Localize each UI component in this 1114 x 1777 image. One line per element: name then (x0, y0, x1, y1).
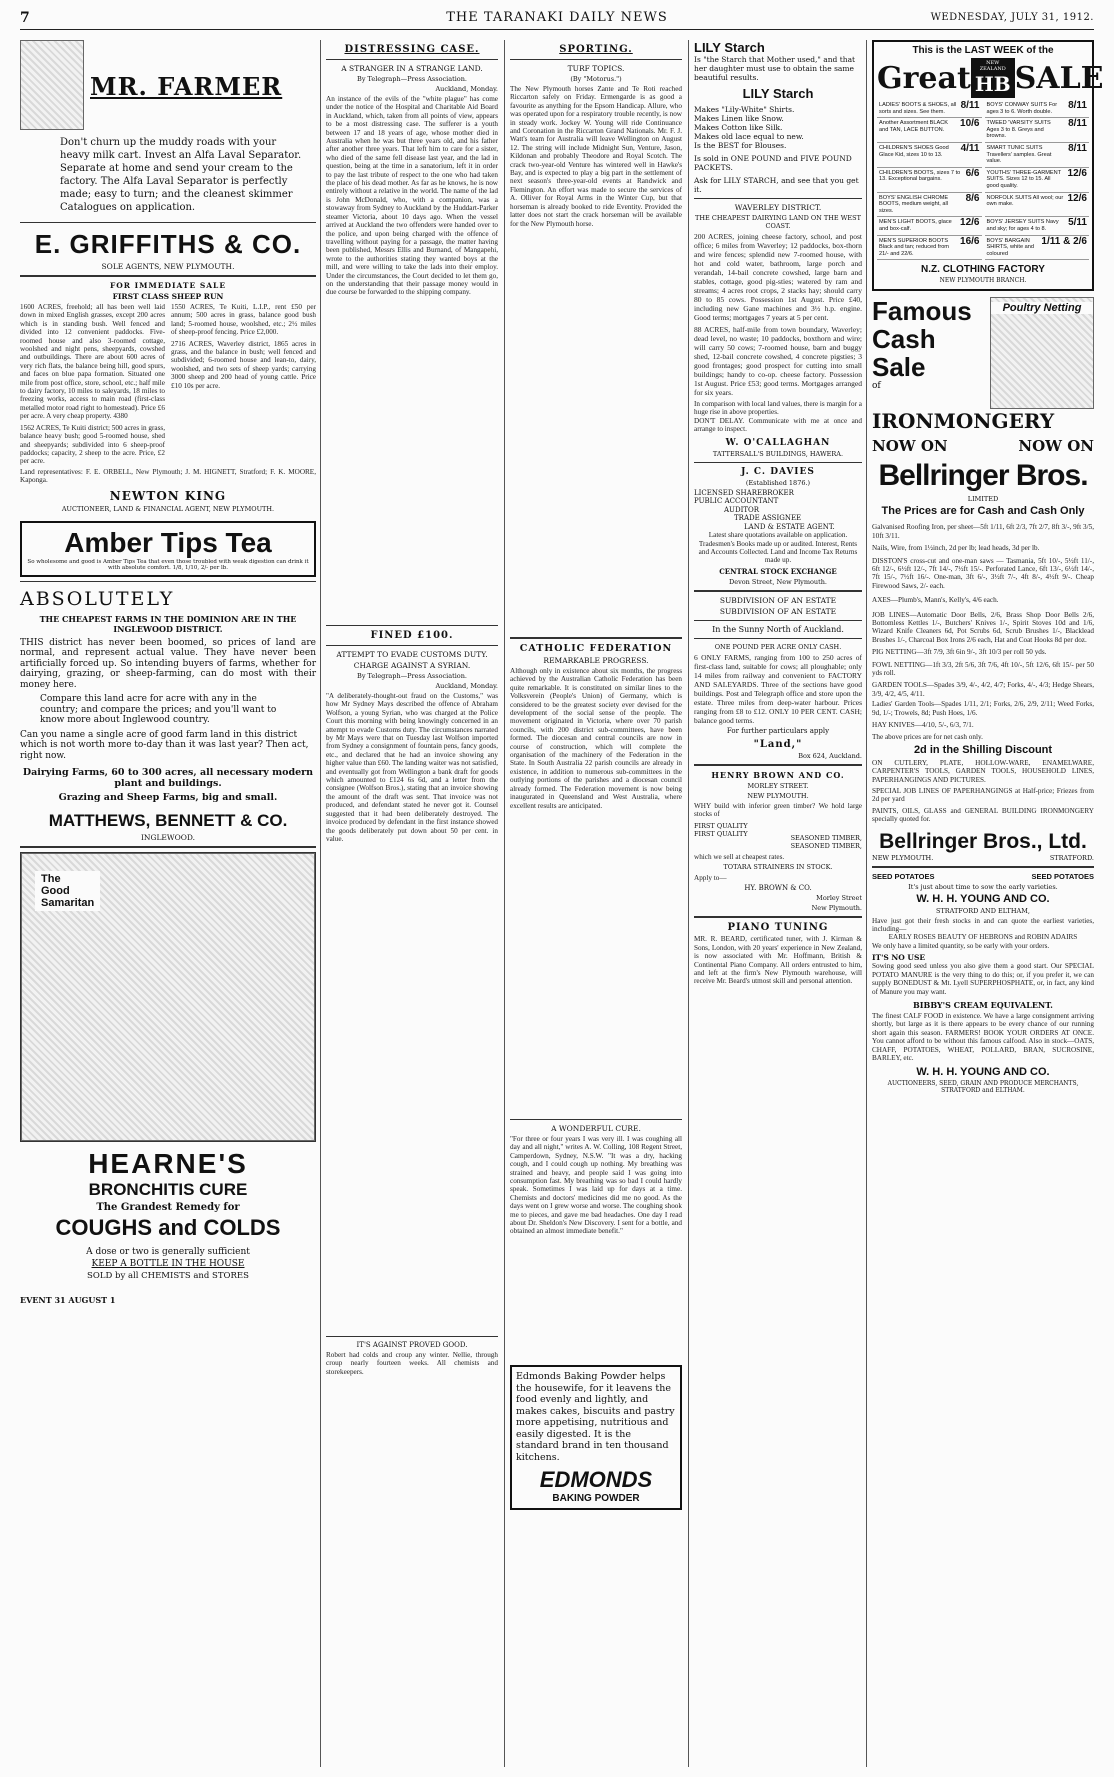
article-body: "For three or four years I was very ill. I was coughing all day and all night," writes A. W. Colling, 108 Regent Street, Camperdown, Sydney, N.S.W. "It was a dry, hacking cough, and I could cough up nothing. My breathing was strained and heavy, and people said I was going into consumption fast. My breathing was so bad I could hardly speak. Sometimes I was laid up for days at a time. Chemists and doctors' medicines did me no good. As the days went on I grew worse and worse. The coughing shook me to pieces, and gave me bad headaches. One day I read about Dr. Sheldon's New Discovery. I sent for a bottle, and obtained an almost immediate benefit." (510, 1135, 682, 1236)
cheapest-heading: THE CHEAPEST FARMS IN THE DOMINION ARE IN THE INGLEWOOD DISTRICT. (39, 613, 297, 634)
price-item-desc: LADIES' BOOTS & SHOES, all sorts and sizes. See them. (879, 102, 957, 115)
samaritan-ad (20, 852, 316, 1142)
suit-price-item (985, 236, 1090, 261)
price-value: 12/6 (960, 217, 980, 229)
last-week: This is the LAST WEEK of the (912, 45, 1054, 56)
ironmongery: IRONMONGERY (872, 409, 1055, 434)
price-value: 1/11 & 2/6 (1041, 235, 1087, 247)
prices-cash: The Prices are for Cash and Cash Only (881, 505, 1085, 518)
byline: By Telegraph—Press Association. (357, 672, 467, 680)
iron-line: HAY KNIVES—4/10, 5/-, 6/3, 7/1. (872, 721, 974, 729)
cheapest-text: THIS district has never been boomed, so prices of land are normal, and represent actual value. They have never been artificially forced up. So intending buyers of farms, whether for dairying, grazing, or sheep-farming, can do most with their money here. (20, 637, 316, 690)
price-item-desc: YOUTHS' THREE-GARMENT SUITS. Sizes 12 to 15. All good quality. (986, 169, 1062, 189)
sale-listing: 2716 ACRES, Waverley district, 1865 acres in grass, and the balance in bush; well fenced and subdivided; 6-roomed house and lean-to, dairy, woolshed, and two sets of sheep yards; carrying 3000 sheep and 200 head of young cattle. Price £10 10s per acre. (171, 339, 316, 390)
nz-label: NEW ZEALAND (979, 60, 1006, 72)
amber-tea-sub: So wholesome and good is Amber Tips Tea that even those troubled with weak digestion can drink it with absolute comfort. 1/8, 1/10, 2/- per lb. (27, 558, 309, 571)
location: STRATFORD. (1049, 853, 1094, 862)
column-3 (510, 40, 682, 1767)
bellringer-title: Bellringer Bros. (878, 459, 1088, 493)
land-note: DON'T DELAY. Communicate with me at once and arrange to inspect. (694, 416, 862, 434)
column-5 (872, 40, 1104, 1767)
its-no-text: Sowing good seed unless you also give them a good start. Our SPECIAL POTATO MANURE is the very thing to do this; or, if you prefer it, we can supply BONEDUST & Mt. Lyell SUPERPHOSPHATE, or, in fact, any kind of Manure you may want. (872, 962, 1094, 996)
matthews-name: MATTHEWS, BENNETT & CO. (48, 811, 288, 831)
price-row (877, 193, 1089, 218)
column-rule (320, 40, 321, 1767)
iron-line: The above prices are for net cash only. (872, 733, 983, 742)
column-2 (326, 40, 498, 1767)
limited: LIMITED (967, 495, 999, 504)
samaritan-the: The (41, 873, 61, 886)
iron-line: Galvanised Roofing Iron, per sheet—5ft 1/11, 6ft 2/3, 7ft 2/7, 8ft 3/-, 9ft 3/5, 10ft 3/11. (872, 523, 1094, 540)
bellringer-ltd: Bellringer Bros., Ltd. (879, 829, 1087, 853)
lily-starch-title: LILY Starch (742, 86, 814, 101)
location: NEW PLYMOUTH. (872, 853, 934, 862)
boot-price-item (877, 100, 982, 118)
price-item-desc: Another Assortment BLACK and TAN, LACE BUTTON. (879, 120, 949, 133)
paints-text: PAINTS, OILS, GLASS and GENERAL BUILDING IRONMONGERY specially quoted for. (872, 806, 1094, 824)
davies-line: PUBLIC ACCOUNTANT (694, 497, 779, 506)
davies-name: J. C. DAVIES (741, 466, 815, 477)
masthead (20, 10, 1094, 30)
lily-intro: Is "the Starch that Mother used," and that her daughter must use to obtain the same beautiful results. (694, 55, 856, 82)
bibby-text: The finest CALF FOOD in existence. We have a large consignment arriving shortly, but large as it is there appears to be every chance of our running short again this season. FARMERS! BOOK YOUR ORDERS AT ONCE. You cannot afford to be without this famous calfood. Also in stock—OATS, CHAFF, POTATOES, WHEAT, POLLARD, BRAN, SUCROSINE, BARLEY, etc. (872, 1011, 1094, 1062)
land-listing: 88 ACRES, half-mile from town boundary, Waverley; dead level, no waste; 10 paddocks, boxthorn and wire; will carry 50 cows; 7-roomed house, barn and buggy shed, 12-bail concrete cowshed, 4 concrete pigsties; 3 good frontages; good prospect for cutting into small buildings; handy to co-op. cheese factory. Possession 1st August. Price £53; good terms. Mortgages arranged for six years. (694, 325, 862, 397)
price-item-desc: BOYS' BARGAIN SHIRTS, white and coloured (986, 237, 1034, 257)
article-subheading: ATTEMPT TO EVADE CUSTOMS DUTY. (336, 650, 488, 659)
lily-starch-title: LILY Starch (694, 40, 765, 55)
column-rule (688, 40, 689, 1767)
inglewood: INGLEWOOD. (140, 833, 196, 843)
varieties: EARLY ROSES BEAUTY OF HEBRONS and ROBIN ADAIRS (888, 933, 1078, 942)
waverley-sub: THE CHEAPEST DAIRYING LAND ON THE WEST COAST. (695, 214, 861, 230)
price-item-desc: BOYS' CONWAY SUITS For ages 3 to 6. Worth double. (986, 102, 1058, 115)
dairying-text: Dairying Farms, 60 to 300 acres, all necessary modern plant and buildings. (22, 767, 314, 790)
samaritan-word: Samaritan (41, 897, 95, 910)
price-item-desc: MEN'S LIGHT BOOTS, glace and box-calf. (879, 219, 952, 232)
agents-note: Land representatives: F. E. ORBELL, New Plymouth; J. M. HIGNETT, Stratford; F. K. MOORE, Kaponga. (20, 467, 316, 485)
article-subheading: A WONDERFUL CURE. (551, 1124, 641, 1133)
box-number: Box 624, Auckland. (798, 751, 862, 760)
seed-potatoes: SEED POTATOES (1031, 871, 1094, 881)
subdivision-heading: SUBDIVISION OF AN ESTATE (719, 606, 837, 616)
column-4 (694, 40, 862, 1767)
iron-line: PIG NETTING—3ft 7/9, 3ft 6in 9/-, 3ft 10/3 per roll 50 yds. (872, 648, 1047, 657)
compare-text: Compare this land acre for acre with any in the country; and compare the prices; and you'll want to know more about Inglewood country. (40, 694, 277, 726)
farms-listing: 6 ONLY FARMS, ranging from 100 to 250 acres of first-class land, suitable for cows; all ploughable; only 14 miles from railway and convenient to FACTORY AND SALEYARDS. Three of the sections have good buildings. Post and Telegraph office and store upon the estate. Three miles from deep-water harbour. Prices ranging from £8 to £12. ONLY 10 PER CENT. CASH; balance good terms. (694, 652, 862, 725)
discount-title: 2d in the Shilling Discount (913, 743, 1053, 756)
nz-clothing: N.Z. CLOTHING FACTORY (921, 264, 1045, 276)
morley-street: Morley Street (816, 894, 862, 903)
seasoned-timber: SEASONED TIMBER, (790, 833, 862, 842)
price-row (877, 143, 1089, 168)
article-body: The New Plymouth horses Zante and Te Roti reached Riccarton safely on Friday. Ermengarde is as good a favourite as anything for the Epsom Handicap. Allure, who was operated upon for a respiratory trouble recently, is now in steady work. Jockey W. Young will ride Continuance and Coronation in the Riccarton Grand Nationals. Mr. F. J. Watt's team for Australia will leave Wellington on August 12. The string will include Midnight Sun, Venture, Jason, Kildonan and probably Theodore and Royal Scotch. The crack two-year-old Venture has wintered well in Hawke's Bay, and is expected to play a big part in the settlement of next season's three-year-old events at Randwick and Flemington. An effort was made to secure the services of A. Olliver for Royal Arms in the Winter Cup, but that horseman is already booked to ride Eventity. Provided the latter does not start the crack horseman will be available for the New Plymouth horse. (510, 85, 682, 228)
column-1 (20, 40, 316, 1767)
devon-street: Devon Street, New Plymouth. (729, 577, 827, 586)
sale-listing: 1600 ACRES, freehold; all has been well laid down in mixed English grasses, except 200 acres which is in standing bush. Well fenced and divided into 12 convenient paddocks. Five-roomed house and also 3-roomed cottage, woolshed and night pens, sheepyards, cowshed and outbuildings. There are about 600 acres of very rich flats, the balance being hill, good spurs, and faces on blue papa formation. Situated one mile from post office, store, school, etc.; half mile to dairy factory, 10 miles to saleyards, 18 miles to freezing works, access to main road (first-class metalled motor road right to homestead). Price £6 per acre. A very cheap property. 4380 (20, 303, 165, 421)
central-exchange: CENTRAL STOCK EXCHANGE (719, 566, 837, 576)
hb-letters: HB (974, 72, 1011, 96)
agent-address: TATTERSALL'S BUILDINGS, HAWERA. (712, 449, 844, 458)
page-footer: EVENT 31 AUGUST 1 (20, 1295, 116, 1306)
samaritan-good: Good (41, 885, 70, 898)
boot-price-item (877, 193, 982, 218)
of-word: of (872, 381, 881, 392)
young-sub: AUCTIONEERS, SEED, GRAIN AND PRODUCE MERCHANTS, STRATFORD and ELTHAM. (887, 1080, 1079, 1095)
suit-price-item (985, 168, 1090, 193)
sale-word-2: Sale (872, 352, 926, 383)
davies-line: TRADE ASSIGNEE (734, 514, 802, 523)
newspaper-title: THE TARANAKI DAILY NEWS (446, 10, 668, 25)
article-subheading: A STRANGER IN A STRANGE LAND. (341, 64, 483, 73)
its-no-use: IT'S NO USE (872, 953, 926, 963)
issue-date: WEDNESDAY, JULY 31, 1912. (930, 12, 1094, 23)
young-name: W. H. H. YOUNG AND CO. (916, 1066, 1050, 1079)
boot-price-item (877, 236, 982, 261)
price-item-desc: NORFOLK SUITS All wool; our own make. (986, 194, 1064, 208)
lily-line: Is the BEST for Blouses. (694, 141, 787, 150)
hearne-title: HEARNE'S (88, 1148, 248, 1180)
lily-line: Makes old lace equal to new. (694, 132, 804, 141)
column-rule (504, 40, 505, 1767)
stratford-eltham: STRATFORD AND ELTHAM, (936, 906, 1030, 915)
price-item-desc: TWEED 'VARSITY SUITS Ages 3 to 8. Greys and browns. (986, 120, 1051, 140)
new-plymouth: New Plymouth. (811, 904, 862, 913)
article-subheading: REMARKABLE PROGRESS. (543, 656, 649, 665)
poultry-netting-illustration (990, 297, 1094, 409)
farmer-text: Don't churn up the muddy roads with your heavy milk cart. Invest an Alfa Laval Separator. Separate at home and send your cream to the factory. The Alfa Laval Separator is perfectly made; easy to turn; and the cleanest skimmer Catalogues on application. (60, 137, 302, 213)
which-text: which we sell at cheapest rates. (694, 852, 785, 861)
waverley-heading: WAVERLEY DISTRICT. (734, 203, 822, 212)
paperhanging-text: SPECIAL JOB LINES OF PAPERHANGINGS at Half-price; Friezes from 2d per yard (872, 787, 1094, 804)
price-value: 12/6 (1067, 192, 1087, 204)
dateline: Auckland, Monday. (435, 682, 498, 690)
price-item-desc: BOYS' JERSEY SUITS Navy and sky; for ages 4 to 8. (986, 219, 1059, 232)
byline: By Telegraph—Press Association. (357, 75, 467, 83)
edmonds-logo-sub: BAKING POWDER (552, 1493, 640, 1504)
article-heading: DISTRESSING CASE. (344, 44, 480, 55)
price-item-desc: SMART TUNIC SUITS Travellers' samples. Great value. (986, 144, 1052, 165)
iron-line: Nails, Wire, from 1½inch, 2d per lb; lead heads, 3d per lb. (872, 544, 1040, 553)
sale-subheading: FIRST CLASS SHEEP RUN (112, 292, 224, 301)
iron-line: Ladies' Garden Tools—Spades 1/11, 2/1; Forks, 2/6, 2/9, 2/11; Weed Forks, 9d, 1/-; Trowels, 8d; Push Hoes, 1/6. (872, 700, 1094, 717)
davies-text: Latest share quotations available on application. Tradesmen's Books made up or audited. Interest, Rents and Accounts Collected. Land and Income Tax Returns made up. (698, 531, 858, 565)
price-value: 16/6 (960, 235, 980, 247)
lily-line: Makes Cotton like Silk. (694, 123, 783, 132)
article-body: "A deliberately-thought-out fraud on the Customs," was how Mr Sydney Mays described the offence of Abraham Wolfson, a young Syrian, who was charged at the Police Court this morning with being knowingly concerned in an attempt to evade Customs duty. The circumstances narrated by Mr Mays were that on Tuesday last Wolfson imported from Sydney a consignment of fountain pens, fancy goods, etc., and declared that he had an invoice showing any higher value than £60. The landing waiter was not satisfied, and eventually got from Wellington a bank draft for goods which amounted to £124 6s 6d, and a letter from the consignee (Wolfson Bros.), stating that an invoice showing the amount of the draft was sent. That invoice was not produced, and defendant stated he never got it. Counsel suggested that it had been deliberately destroyed. The invoice produced by defendant in the first instance showed the goods deliberately put down about 50 per cent. in value. (326, 692, 498, 843)
keep-bottle: KEEP A BOTTLE IN THE HOUSE (91, 1259, 245, 1270)
price-row (877, 236, 1089, 261)
price-value: 6/6 (965, 167, 980, 179)
boot-price-item (877, 217, 982, 235)
lily-ask: Ask for LILY STARCH, and see that you get it. (694, 176, 859, 194)
price-value: 4/11 (960, 142, 980, 154)
land-note: In comparison with local land values, there is margin for a huge rise in above properties. (694, 400, 862, 417)
price-value: 8/11 (1068, 142, 1087, 154)
dose-text: A dose or two is generally sufficient (86, 1247, 250, 1258)
boot-price-item (877, 143, 982, 168)
seed-text: It's just about time to sow the early varieties. (908, 882, 1058, 891)
sold-by: SOLD by all CHEMISTS and STORES (87, 1271, 249, 1282)
limited-quantity: We only have a limited quantity, so be early with your orders. (872, 941, 1050, 950)
price-value: 8/11 (1068, 100, 1087, 111)
lily-line: Makes Linen like Snow. (694, 114, 784, 123)
griffiths-name: E. GRIFFITHS & CO. (34, 229, 302, 259)
why-text: WHY build with inferior green timber? We hold large stocks of (694, 801, 862, 819)
griffiths-sub: SOLE AGENTS, NEW PLYMOUTH. (101, 262, 235, 271)
price-value: 8/11 (960, 100, 980, 111)
grazing-text: Grazing and Sheep Farms, big and small. (58, 792, 278, 804)
suit-price-item (985, 217, 1090, 235)
price-value: 10/6 (960, 118, 980, 130)
grandest-remedy: The Grandest Remedy for (96, 1202, 240, 1214)
separator-illustration (20, 40, 84, 130)
cash-word: Cash (872, 324, 936, 355)
branch: NEW PLYMOUTH BRANCH. (939, 277, 1027, 285)
new-plymouth: NEW PLYMOUTH. (747, 791, 809, 800)
article-subheading: CHARGE AGAINST A SYRIAN. (353, 661, 471, 670)
subdivision-heading: SUBDIVISION OF AN ESTATE (719, 595, 837, 605)
edmonds-logo: EDMONDS (539, 1467, 653, 1492)
can-you-text: Can you name a single acre of good farm land in this district which is not worth more to-day than it was last year? Then act, right now. (20, 729, 309, 761)
iron-line: DISSTON'S cross-cut and one-man saws — Tasmania, 5ft 10/-, 5½ft 11/-, 6ft 12/-, 6½ft 12/-, 7ft 14/-, 7½ft 15/-. Perforated Lance, 6ft 13/-, 6½ft 14/-, 7ft 15/-, 7½ft 16/-. One-man, 3ft 6/-, 3½ft 7/-, 4ft 8/-, 4½ft 9/-. Cheap Firewood Saws, 2/- each. (872, 556, 1094, 590)
article-heading: FINED £100. (370, 630, 454, 641)
lily-sold: Is sold in ONE POUND and FIVE POUND PACKETS. (694, 154, 852, 172)
iron-line: JOB LINES—Automatic Door Bells, 2/6, Brass Shop Door Bells 2/6, Bottomless Kettles 1/-, Butchers' Knives 1/-, Spirit Stoves 10d and 1/6, Wizard Knife Cleaners 6d, Pot Scrubs 6d, Scrub Brushes 1/-, Blacklead Brushes 1/-, Charcoal Box Irons 2/6 each, Hat and Coat Hooks 8d per doz. (872, 610, 1094, 644)
suit-price-item (985, 118, 1090, 143)
newton-king: NEWTON KING (109, 488, 227, 503)
ad-heading: IT'S AGAINST PROVED GOOD. (356, 1341, 468, 1349)
now-on: NOW ON (872, 437, 948, 456)
poultry-label: Poultry Netting (991, 302, 1093, 314)
seed-potatoes: SEED POTATOES (872, 871, 935, 881)
dateline: Auckland, Monday. (435, 85, 498, 93)
article-body: Although only in existence about six months, the progress achieved by the Australian Catholic Federation has been quite remarkable. It is constituted on similar lines to the Volksverein (People's Union) of Germany, which is considered to be the greatest society ever devised for the development of the social sense of the people. The movement originated in Victoria, where over 70 parish councils, with 200 district sub-committees, have been formed. The diocesan and central councils are now in course of construction, which will complete the organisation of the machinery of the Federation in the State. In South Australia 22 parish councils are already in existence, in addition to numerous sub-committees in the outlying portions of the parishes and a diocesan council already formed. The Federation movement is now being inaugurated in Queensland and West Australia, where excellent results are anticipated. (510, 667, 682, 810)
young-name: W. H. H. YOUNG AND CO. (916, 892, 1050, 905)
suit-price-item (985, 143, 1090, 168)
piano-text: MR. R. BEARD, certificated tuner, with J. Kirman & Sons, London, with 20 years' experience in New Zealand, is now associated with Mr. Hoffmann, British & Continental Piano Company. All orders entrusted to him, and left at the firm's New Plymouth warehouse, will receive Mr. Beard's utmost skill and personal attention. (694, 935, 862, 986)
bibby-heading: BIBBY'S CREAM EQUIVALENT. (913, 999, 1053, 1010)
iron-line: GARDEN TOOLS—Spades 3/9, 4/-, 4/2, 4/7; Forks, 4/-, 4/3; Hedge Shears, 3/9, 4/2, 4/5, 4/11. (872, 681, 1094, 698)
iron-line: AXES—Plumb's, Mann's, Kelly's, 4/6 each. (872, 596, 999, 605)
famous-word: Famous (872, 296, 972, 327)
morley-street: MORLEY STREET. (747, 781, 809, 790)
boot-price-item (877, 168, 982, 193)
henry-brown: HENRY BROWN AND CO. (711, 769, 845, 780)
edmonds-text: Edmonds Baking Powder helps the housewife, for it leavens the food evenly and lightly, and makes cakes, biscuits and pastry more appetising, nutritious and easily digested. It is the standard brand in ten thousand kitchens. (516, 1371, 675, 1463)
hb-logo (971, 58, 1015, 98)
price-value: 8/11 (1068, 118, 1087, 130)
price-value: 8/6 (965, 192, 980, 204)
byline: (By "Motorus.") (570, 75, 622, 83)
davies-line: LAND & ESTATE AGENT. (744, 522, 835, 531)
sunny-north: In the Sunny North of Auckland. (712, 624, 844, 634)
discount-text: ON CUTLERY, PLATE, HOLLOW-WARE, ENAMELWARE, CARPENTER'S TOOLS, GARDEN TOOLS, HOUSEHOLD LINES, PAPERHANGINGS AND PICTURES. (872, 758, 1094, 784)
one-pound: ONE POUND PER ACRE ONLY CASH. (714, 642, 842, 651)
article-heading: SPORTING. (559, 44, 633, 55)
hb-sale-ad (872, 40, 1104, 291)
davies-line: LICENSED SHAREBROKER (694, 488, 794, 497)
price-item-desc: MEN'S SUPERIOR BOOTS Black and tan; reduced from 21/- and 22/6. (879, 237, 949, 257)
suit-price-item (985, 100, 1090, 118)
price-list (877, 100, 1089, 260)
first-quality: FIRST QUALITY (694, 821, 748, 830)
boot-price-item (877, 118, 982, 143)
price-value: 5/11 (1068, 217, 1087, 229)
agent-name: W. O'CALLAGHAN (725, 437, 831, 448)
iron-line: FOWL NETTING—1ft 3/3, 2ft 5/6, 3ft 7/6, 4ft 10/-, 5ft 12/6, 6ft 15/- per 50 yds roll. (872, 660, 1094, 677)
separator-ad (20, 40, 316, 132)
page-number: 7 (20, 10, 30, 26)
davies-est: (Established 1876.) (745, 478, 811, 487)
great-word: Great (877, 60, 971, 96)
column-rule (866, 40, 867, 1767)
seasoned-timber: SEASONED TIMBER, (790, 841, 862, 850)
sale-word: SALE (1014, 60, 1104, 96)
sale-listing: 1550 ACRES, Te Kuiti, L.I.P., rent £50 per annum; 500 acres in grass, balance good bush land; 5-roomed house, woolshed, etc.; 2½ miles of sheep-proof fencing. Price £2,000. (171, 303, 316, 337)
land-listing: 200 ACRES, joining cheese factory, school, and post office; 6 miles from Waverley; 12 paddocks, box-thorn and wire fences; splendid new 7-roomed house, with hot and cold water, bathroom, large porch and verandah, 14-bail concrete cowshed, large barn and stables, cottage, good pig-sties; watered by ram and streams; 4 acres root crops, 2 stacks hay; should carry 80 to 85 cows. Possession 1st August. Price £40, including new Gane machines and 3½ h.p. engine. Good terms; mortgages 7 years at 5 per cent. (694, 232, 862, 322)
article-heading: CATHOLIC FEDERATION (519, 643, 673, 654)
price-item-desc: CHILDREN'S BOOTS, sizes 7 to 13. Exceptional bargains. (879, 169, 961, 183)
absolutely-heading: ABSOLUTELY (20, 587, 175, 610)
price-row (877, 217, 1089, 235)
article-subheading: TURF TOPICS. (567, 64, 625, 73)
article-body: An instance of the evils of the "white plague" has come under the notice of the Hospital and Charitable Aid Board in Auckland, which, taken from all points of view, appears to be a most distressing case. The sufferer is a youth between 17 and 18 years of age, whose mother died in Australia when he was but three years old, and his father after another three years. That left him to care for a sister, who died of the same fell disease last year, and the lad in question, being at the time in a sanatorium, left it in order to pay the last tribute of respect to the one who had taken the place of his dead mother. As far as he knows, he is now entirely without a relative in the world. The name of the lad is John McDonald, who, with a companion, was a stowaway from Sydney to Auckland by the Huddart-Parker steamer Victoria, about 10 days ago. When the vessel arrived at Auckland the two offenders were handed over to the police, and upon being charged with the offence of travelling without paying for a passage, the matter having been published, Messrs Ellis and Burnand, of Mangapehi, wrote to the authorities stating they wanted boys at the mill, and were willing to take the lads into their employ. Under the circumstances, the Court decided to let them go, on the understanding that their passage money would in due course be forwarded to the shipping company. (326, 95, 498, 297)
apply-text: Apply to— (694, 873, 727, 882)
hy-brown: HY. BROWN & CO. (744, 884, 812, 893)
lily-lines (694, 105, 862, 150)
young-text: Have just got their fresh stocks in and can quote the earliest varieties, including— (872, 916, 1094, 934)
lily-line: Makes "Lily-White" Shirts. (694, 105, 795, 114)
particulars: For further particulars apply (726, 726, 830, 735)
totara-text: TOTARA STRAINERS IN STOCK. (723, 862, 833, 871)
now-on: NOW ON (1018, 437, 1094, 456)
bronchitis-title: BRONCHITIS CURE (88, 1180, 248, 1200)
price-item-desc: CHILDREN'S SHOES Good Glace Kid, sizes 10 to 13. (879, 144, 949, 158)
land-contact: "Land," (753, 738, 803, 750)
price-row (877, 118, 1089, 143)
farmer-heading: MR. FARMER (90, 71, 283, 101)
price-row (877, 100, 1089, 118)
price-item-desc: BOYS' ENGLISH CHROME BOOTS, medium weight, all sizes. (879, 194, 949, 214)
piano-heading: PIANO TUNING (727, 922, 829, 934)
price-row (877, 168, 1089, 193)
first-quality: FIRST QUALITY (694, 829, 748, 838)
amber-tea-title: Amber Tips Tea (64, 526, 272, 558)
coughs-colds: COUGHS and COLDS (55, 1215, 281, 1241)
davies-line: AUDITOR (724, 505, 760, 514)
sale-listing: 1562 ACRES, Te Kuiti district; 500 acres in grass, balance heavy bush; good 5-roomed house, shed and sheepyards; subdivided into 6 sheep-proof paddocks; capacity, 2 sheep to the acre. Price, £2 per acre. (20, 423, 165, 466)
newton-sub: AUCTIONEER, LAND & FINANCIAL AGENT, NEW PLYMOUTH. (61, 504, 275, 513)
ad-body: Robert had colds and croup any winter. Nellie, through croup nearly fourteen weeks. All chemists and storekeepers. (326, 1351, 498, 1376)
suit-price-item (985, 193, 1090, 218)
price-value: 12/6 (1067, 167, 1087, 179)
sale-heading: FOR IMMEDIATE SALE (109, 281, 227, 290)
